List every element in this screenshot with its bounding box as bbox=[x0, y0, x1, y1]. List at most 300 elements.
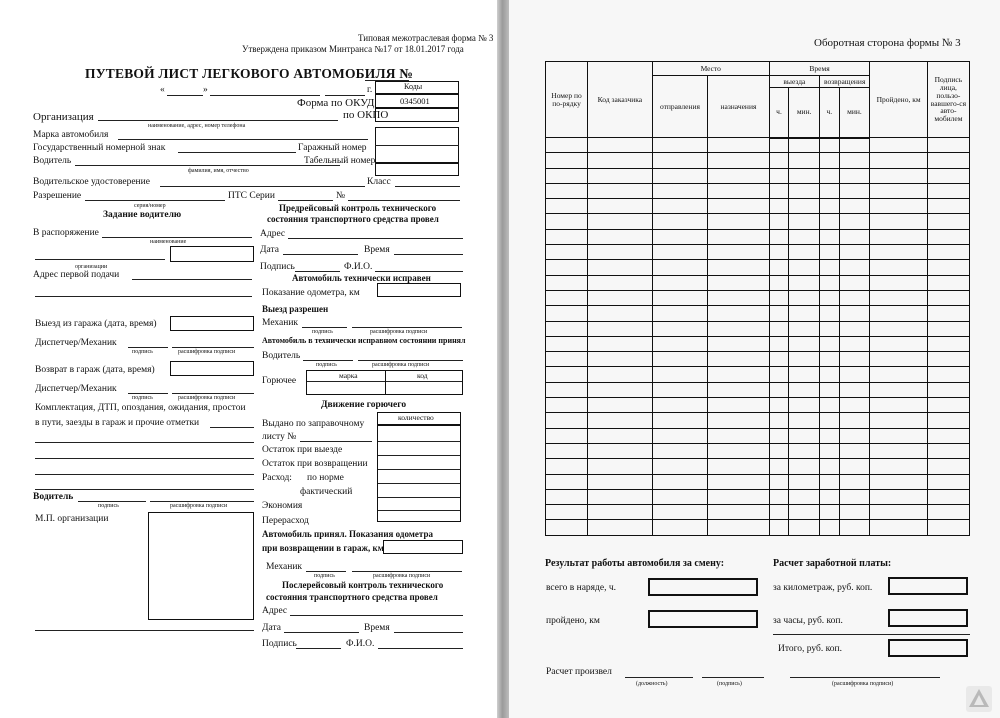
month-line[interactable] bbox=[210, 95, 320, 96]
table-cell[interactable] bbox=[927, 520, 969, 536]
table-cell[interactable] bbox=[769, 290, 789, 305]
table-cell[interactable] bbox=[820, 275, 840, 290]
table-cell[interactable] bbox=[870, 306, 927, 321]
fuel-table[interactable] bbox=[306, 370, 463, 395]
table-cell[interactable] bbox=[820, 352, 840, 367]
table-cell[interactable] bbox=[769, 168, 789, 183]
table-cell[interactable] bbox=[546, 505, 588, 520]
table-cell[interactable] bbox=[708, 245, 770, 260]
return-mechanic-decode-line[interactable] bbox=[352, 571, 462, 572]
table-cell[interactable] bbox=[839, 321, 870, 336]
table-cell[interactable] bbox=[839, 275, 870, 290]
table-cell[interactable] bbox=[588, 199, 653, 214]
table-cell[interactable] bbox=[652, 138, 707, 153]
table-cell[interactable] bbox=[769, 336, 789, 351]
table-cell[interactable] bbox=[588, 382, 653, 397]
table-cell[interactable] bbox=[870, 428, 927, 443]
table-cell[interactable] bbox=[789, 505, 820, 520]
leave-garage-box[interactable] bbox=[170, 316, 254, 331]
first-address-line-2[interactable] bbox=[35, 296, 252, 297]
first-address-line[interactable] bbox=[132, 279, 252, 280]
table-cell[interactable] bbox=[839, 183, 870, 198]
table-cell[interactable] bbox=[820, 290, 840, 305]
table-cell[interactable] bbox=[652, 398, 707, 413]
table-cell[interactable] bbox=[839, 505, 870, 520]
car-brand-line[interactable] bbox=[118, 139, 368, 140]
table-cell[interactable] bbox=[927, 352, 969, 367]
table-cell[interactable] bbox=[708, 382, 770, 397]
table-cell[interactable] bbox=[652, 459, 707, 474]
table-cell[interactable] bbox=[839, 336, 870, 351]
table-cell[interactable] bbox=[588, 138, 653, 153]
table-cell[interactable] bbox=[588, 413, 653, 428]
per-hour-box[interactable] bbox=[888, 609, 968, 627]
table-cell[interactable] bbox=[839, 245, 870, 260]
table-cell[interactable] bbox=[546, 229, 588, 244]
table-cell[interactable] bbox=[927, 382, 969, 397]
table-cell[interactable] bbox=[588, 367, 653, 382]
table-cell[interactable] bbox=[870, 474, 927, 489]
table-cell[interactable] bbox=[789, 520, 820, 536]
table-cell[interactable] bbox=[769, 321, 789, 336]
table-cell[interactable] bbox=[769, 413, 789, 428]
table-cell[interactable] bbox=[546, 336, 588, 351]
disposal-line-2[interactable] bbox=[35, 259, 165, 260]
accept-driver-decode-line[interactable] bbox=[358, 360, 463, 361]
notes-line-0[interactable] bbox=[210, 427, 254, 428]
table-cell[interactable] bbox=[546, 443, 588, 458]
permit-line[interactable] bbox=[85, 200, 225, 201]
table-cell[interactable] bbox=[588, 321, 653, 336]
table-cell[interactable] bbox=[708, 306, 770, 321]
table-cell[interactable] bbox=[839, 398, 870, 413]
mechanic-sign-line[interactable] bbox=[302, 327, 347, 328]
table-cell[interactable] bbox=[839, 229, 870, 244]
distance-box[interactable] bbox=[648, 610, 758, 628]
notes-line-3[interactable] bbox=[35, 474, 254, 475]
table-cell[interactable] bbox=[769, 382, 789, 397]
table-cell[interactable] bbox=[839, 520, 870, 536]
table-cell[interactable] bbox=[546, 306, 588, 321]
table-cell[interactable] bbox=[870, 229, 927, 244]
table-cell[interactable] bbox=[789, 153, 820, 168]
table-cell[interactable] bbox=[789, 489, 820, 504]
table-cell[interactable] bbox=[820, 229, 840, 244]
table-cell[interactable] bbox=[839, 489, 870, 504]
table-cell[interactable] bbox=[870, 367, 927, 382]
table-cell[interactable] bbox=[839, 290, 870, 305]
table-cell[interactable] bbox=[708, 459, 770, 474]
table-cell[interactable] bbox=[820, 413, 840, 428]
table-cell[interactable] bbox=[839, 459, 870, 474]
table-cell[interactable] bbox=[652, 199, 707, 214]
table-cell[interactable] bbox=[789, 443, 820, 458]
table-cell[interactable] bbox=[820, 336, 840, 351]
table-cell[interactable] bbox=[789, 214, 820, 229]
table-cell[interactable] bbox=[769, 138, 789, 153]
posttrip-address-line[interactable] bbox=[290, 615, 463, 616]
table-cell[interactable] bbox=[708, 443, 770, 458]
table-cell[interactable] bbox=[927, 505, 969, 520]
table-cell[interactable] bbox=[927, 336, 969, 351]
table-cell[interactable] bbox=[652, 306, 707, 321]
tab-number-box[interactable] bbox=[375, 163, 459, 176]
table-cell[interactable] bbox=[588, 245, 653, 260]
table-cell[interactable] bbox=[927, 489, 969, 504]
table-cell[interactable] bbox=[820, 367, 840, 382]
table-cell[interactable] bbox=[839, 260, 870, 275]
table-cell[interactable] bbox=[546, 260, 588, 275]
class-line[interactable] bbox=[395, 186, 460, 187]
table-cell[interactable] bbox=[820, 306, 840, 321]
posttrip-date-line[interactable] bbox=[284, 632, 359, 633]
table-cell[interactable] bbox=[789, 229, 820, 244]
table-cell[interactable] bbox=[588, 505, 653, 520]
table-cell[interactable] bbox=[870, 505, 927, 520]
table-cell[interactable] bbox=[870, 183, 927, 198]
table-cell[interactable] bbox=[652, 505, 707, 520]
table-cell[interactable] bbox=[870, 245, 927, 260]
table-cell[interactable] bbox=[927, 214, 969, 229]
table-cell[interactable] bbox=[789, 245, 820, 260]
table-cell[interactable] bbox=[652, 352, 707, 367]
table-cell[interactable] bbox=[820, 321, 840, 336]
table-cell[interactable] bbox=[769, 398, 789, 413]
table-cell[interactable] bbox=[708, 428, 770, 443]
table-cell[interactable] bbox=[927, 428, 969, 443]
table-cell[interactable] bbox=[870, 520, 927, 536]
table-cell[interactable] bbox=[789, 367, 820, 382]
table-cell[interactable] bbox=[652, 245, 707, 260]
table-cell[interactable] bbox=[927, 413, 969, 428]
table-cell[interactable] bbox=[927, 474, 969, 489]
table-cell[interactable] bbox=[820, 428, 840, 443]
table-cell[interactable] bbox=[789, 138, 820, 153]
table-cell[interactable] bbox=[708, 505, 770, 520]
table-cell[interactable] bbox=[820, 260, 840, 275]
table-cell[interactable] bbox=[870, 260, 927, 275]
table-cell[interactable] bbox=[769, 505, 789, 520]
table-cell[interactable] bbox=[708, 489, 770, 504]
table-cell[interactable] bbox=[820, 443, 840, 458]
table-cell[interactable] bbox=[546, 290, 588, 305]
table-cell[interactable] bbox=[820, 489, 840, 504]
table-cell[interactable] bbox=[927, 443, 969, 458]
table-cell[interactable] bbox=[708, 520, 770, 536]
table-cell[interactable] bbox=[546, 398, 588, 413]
table-cell[interactable] bbox=[927, 306, 969, 321]
calc-decode-line[interactable] bbox=[790, 677, 940, 678]
table-cell[interactable] bbox=[870, 352, 927, 367]
total-box[interactable] bbox=[888, 639, 968, 657]
table-cell[interactable] bbox=[789, 183, 820, 198]
calc-sign-line[interactable] bbox=[702, 677, 764, 678]
table-cell[interactable] bbox=[588, 520, 653, 536]
table-cell[interactable] bbox=[652, 214, 707, 229]
table-cell[interactable] bbox=[927, 138, 969, 153]
table-cell[interactable] bbox=[820, 245, 840, 260]
table-cell[interactable] bbox=[820, 153, 840, 168]
fuel-quantity-column[interactable] bbox=[377, 425, 461, 522]
table-cell[interactable] bbox=[870, 214, 927, 229]
table-cell[interactable] bbox=[820, 183, 840, 198]
table-cell[interactable] bbox=[927, 275, 969, 290]
table-cell[interactable] bbox=[839, 367, 870, 382]
disposal-line[interactable] bbox=[102, 237, 252, 238]
table-cell[interactable] bbox=[546, 275, 588, 290]
table-cell[interactable] bbox=[870, 413, 927, 428]
notes-line-1[interactable] bbox=[35, 442, 254, 443]
posttrip-time-line[interactable] bbox=[394, 632, 463, 633]
table-cell[interactable] bbox=[546, 153, 588, 168]
table-cell[interactable] bbox=[546, 214, 588, 229]
table-cell[interactable] bbox=[870, 489, 927, 504]
table-cell[interactable] bbox=[708, 398, 770, 413]
table-cell[interactable] bbox=[708, 260, 770, 275]
table-cell[interactable] bbox=[588, 275, 653, 290]
table-cell[interactable] bbox=[708, 275, 770, 290]
table-cell[interactable] bbox=[839, 199, 870, 214]
plate-line[interactable] bbox=[178, 152, 296, 153]
return-mechanic-sign-line[interactable] bbox=[306, 571, 346, 572]
table-cell[interactable] bbox=[588, 489, 653, 504]
table-cell[interactable] bbox=[820, 199, 840, 214]
stamp-bottom-line[interactable] bbox=[35, 630, 254, 631]
table-cell[interactable] bbox=[769, 214, 789, 229]
table-cell[interactable] bbox=[839, 352, 870, 367]
table-cell[interactable] bbox=[588, 290, 653, 305]
table-cell[interactable] bbox=[820, 382, 840, 397]
posttrip-fio-line[interactable] bbox=[378, 648, 463, 649]
table-cell[interactable] bbox=[588, 352, 653, 367]
table-cell[interactable] bbox=[820, 474, 840, 489]
table-cell[interactable] bbox=[588, 214, 653, 229]
table-cell[interactable] bbox=[789, 260, 820, 275]
table-cell[interactable] bbox=[546, 413, 588, 428]
dispatcher-2-sign-line[interactable] bbox=[128, 393, 168, 394]
table-cell[interactable] bbox=[927, 290, 969, 305]
table-cell[interactable] bbox=[870, 321, 927, 336]
table-cell[interactable] bbox=[769, 245, 789, 260]
table-cell[interactable] bbox=[839, 214, 870, 229]
table-cell[interactable] bbox=[708, 367, 770, 382]
table-cell[interactable] bbox=[769, 443, 789, 458]
table-cell[interactable] bbox=[820, 168, 840, 183]
table-cell[interactable] bbox=[870, 443, 927, 458]
pretrip-signature-line[interactable] bbox=[295, 271, 340, 272]
table-cell[interactable] bbox=[708, 183, 770, 198]
table-cell[interactable] bbox=[839, 153, 870, 168]
table-cell[interactable] bbox=[652, 153, 707, 168]
table-cell[interactable] bbox=[927, 459, 969, 474]
table-cell[interactable] bbox=[708, 290, 770, 305]
table-cell[interactable] bbox=[820, 214, 840, 229]
table-cell[interactable] bbox=[708, 321, 770, 336]
table-cell[interactable] bbox=[588, 428, 653, 443]
table-cell[interactable] bbox=[652, 260, 707, 275]
table-cell[interactable] bbox=[789, 290, 820, 305]
table-cell[interactable] bbox=[870, 168, 927, 183]
table-cell[interactable] bbox=[546, 459, 588, 474]
table-cell[interactable] bbox=[927, 321, 969, 336]
table-cell[interactable] bbox=[546, 245, 588, 260]
table-cell[interactable] bbox=[839, 474, 870, 489]
table-cell[interactable] bbox=[839, 413, 870, 428]
table-cell[interactable] bbox=[769, 199, 789, 214]
table-cell[interactable] bbox=[789, 321, 820, 336]
stamp-box[interactable] bbox=[148, 512, 254, 620]
table-cell[interactable] bbox=[769, 229, 789, 244]
table-cell[interactable] bbox=[652, 168, 707, 183]
table-cell[interactable] bbox=[546, 138, 588, 153]
table-cell[interactable] bbox=[927, 153, 969, 168]
odometer-box[interactable] bbox=[377, 283, 461, 297]
table-cell[interactable] bbox=[652, 336, 707, 351]
table-cell[interactable] bbox=[870, 199, 927, 214]
table-cell[interactable] bbox=[546, 474, 588, 489]
table-cell[interactable] bbox=[546, 183, 588, 198]
table-cell[interactable] bbox=[927, 183, 969, 198]
license-line[interactable] bbox=[160, 186, 365, 187]
table-cell[interactable] bbox=[769, 367, 789, 382]
table-cell[interactable] bbox=[588, 260, 653, 275]
table-cell[interactable] bbox=[769, 428, 789, 443]
table-cell[interactable] bbox=[927, 168, 969, 183]
table-cell[interactable] bbox=[789, 413, 820, 428]
table-cell[interactable] bbox=[652, 321, 707, 336]
pretrip-fio-line[interactable] bbox=[375, 271, 463, 272]
table-cell[interactable] bbox=[769, 459, 789, 474]
table-cell[interactable] bbox=[870, 290, 927, 305]
table-cell[interactable] bbox=[546, 382, 588, 397]
table-cell[interactable] bbox=[789, 474, 820, 489]
year-line[interactable] bbox=[325, 95, 365, 96]
table-cell[interactable] bbox=[870, 336, 927, 351]
table-cell[interactable] bbox=[708, 214, 770, 229]
table-cell[interactable] bbox=[820, 520, 840, 536]
table-cell[interactable] bbox=[789, 352, 820, 367]
table-cell[interactable] bbox=[588, 306, 653, 321]
table-cell[interactable] bbox=[546, 428, 588, 443]
table-cell[interactable] bbox=[769, 352, 789, 367]
table-cell[interactable] bbox=[927, 245, 969, 260]
disposal-code-box[interactable] bbox=[170, 246, 254, 262]
table-cell[interactable] bbox=[652, 474, 707, 489]
dispatcher-sign-line[interactable] bbox=[128, 347, 168, 348]
notes-line-4[interactable] bbox=[35, 489, 254, 490]
table-cell[interactable] bbox=[708, 336, 770, 351]
table-cell[interactable] bbox=[652, 367, 707, 382]
okpo-box[interactable] bbox=[375, 108, 459, 122]
return-odometer-box[interactable] bbox=[383, 540, 463, 554]
table-cell[interactable] bbox=[708, 352, 770, 367]
pretrip-address-line[interactable] bbox=[288, 238, 463, 239]
table-cell[interactable] bbox=[546, 367, 588, 382]
table-cell[interactable] bbox=[708, 474, 770, 489]
table-cell[interactable] bbox=[870, 459, 927, 474]
table-cell[interactable] bbox=[652, 428, 707, 443]
table-cell[interactable] bbox=[820, 138, 840, 153]
table-cell[interactable] bbox=[927, 199, 969, 214]
table-cell[interactable] bbox=[870, 275, 927, 290]
table-cell[interactable] bbox=[708, 199, 770, 214]
table-cell[interactable] bbox=[870, 398, 927, 413]
table-cell[interactable] bbox=[789, 275, 820, 290]
table-cell[interactable] bbox=[839, 306, 870, 321]
table-cell[interactable] bbox=[708, 138, 770, 153]
table-cell[interactable] bbox=[588, 443, 653, 458]
table-cell[interactable] bbox=[870, 138, 927, 153]
total-hours-box[interactable] bbox=[648, 578, 758, 596]
table-cell[interactable] bbox=[652, 382, 707, 397]
table-cell[interactable] bbox=[789, 459, 820, 474]
table-cell[interactable] bbox=[927, 260, 969, 275]
table-cell[interactable] bbox=[588, 229, 653, 244]
table-cell[interactable] bbox=[789, 306, 820, 321]
driver-line[interactable] bbox=[75, 165, 340, 166]
table-cell[interactable] bbox=[708, 168, 770, 183]
table-cell[interactable] bbox=[789, 336, 820, 351]
table-cell[interactable] bbox=[546, 199, 588, 214]
driver-sign-line[interactable] bbox=[78, 501, 146, 502]
table-cell[interactable] bbox=[546, 168, 588, 183]
table-cell[interactable] bbox=[546, 321, 588, 336]
table-cell[interactable] bbox=[708, 229, 770, 244]
table-cell[interactable] bbox=[546, 520, 588, 536]
table-cell[interactable] bbox=[769, 183, 789, 198]
table-cell[interactable] bbox=[839, 428, 870, 443]
table-cell[interactable] bbox=[546, 489, 588, 504]
table-cell[interactable] bbox=[769, 275, 789, 290]
organization-line[interactable] bbox=[98, 120, 338, 121]
mechanic-decode-line[interactable] bbox=[352, 327, 462, 328]
table-cell[interactable] bbox=[652, 489, 707, 504]
table-cell[interactable] bbox=[839, 168, 870, 183]
table-cell[interactable] bbox=[769, 474, 789, 489]
calc-position-line[interactable] bbox=[625, 677, 693, 678]
table-cell[interactable] bbox=[588, 459, 653, 474]
dispatcher-decode-line[interactable] bbox=[172, 347, 254, 348]
table-cell[interactable] bbox=[839, 138, 870, 153]
return-garage-box[interactable] bbox=[170, 361, 254, 376]
table-cell[interactable] bbox=[652, 290, 707, 305]
table-cell[interactable] bbox=[789, 168, 820, 183]
table-cell[interactable] bbox=[652, 443, 707, 458]
table-cell[interactable] bbox=[652, 413, 707, 428]
notes-line-2[interactable] bbox=[35, 458, 254, 459]
table-cell[interactable] bbox=[789, 382, 820, 397]
dispatcher-2-decode-line[interactable] bbox=[172, 393, 254, 394]
accept-driver-sign-line[interactable] bbox=[303, 360, 353, 361]
sheet-number-line[interactable] bbox=[300, 441, 372, 442]
table-cell[interactable] bbox=[769, 153, 789, 168]
table-cell[interactable] bbox=[708, 153, 770, 168]
table-cell[interactable] bbox=[652, 183, 707, 198]
table-cell[interactable] bbox=[927, 398, 969, 413]
pretrip-date-line[interactable] bbox=[283, 254, 358, 255]
pretrip-time-line[interactable] bbox=[394, 254, 463, 255]
pts-series-line[interactable] bbox=[278, 200, 333, 201]
table-cell[interactable] bbox=[588, 398, 653, 413]
table-cell[interactable] bbox=[870, 382, 927, 397]
table-cell[interactable] bbox=[652, 520, 707, 536]
posttrip-signature-line[interactable] bbox=[296, 648, 341, 649]
table-cell[interactable] bbox=[708, 413, 770, 428]
table-cell[interactable] bbox=[839, 382, 870, 397]
table-cell[interactable] bbox=[927, 229, 969, 244]
table-cell[interactable] bbox=[588, 183, 653, 198]
table-cell[interactable] bbox=[652, 275, 707, 290]
